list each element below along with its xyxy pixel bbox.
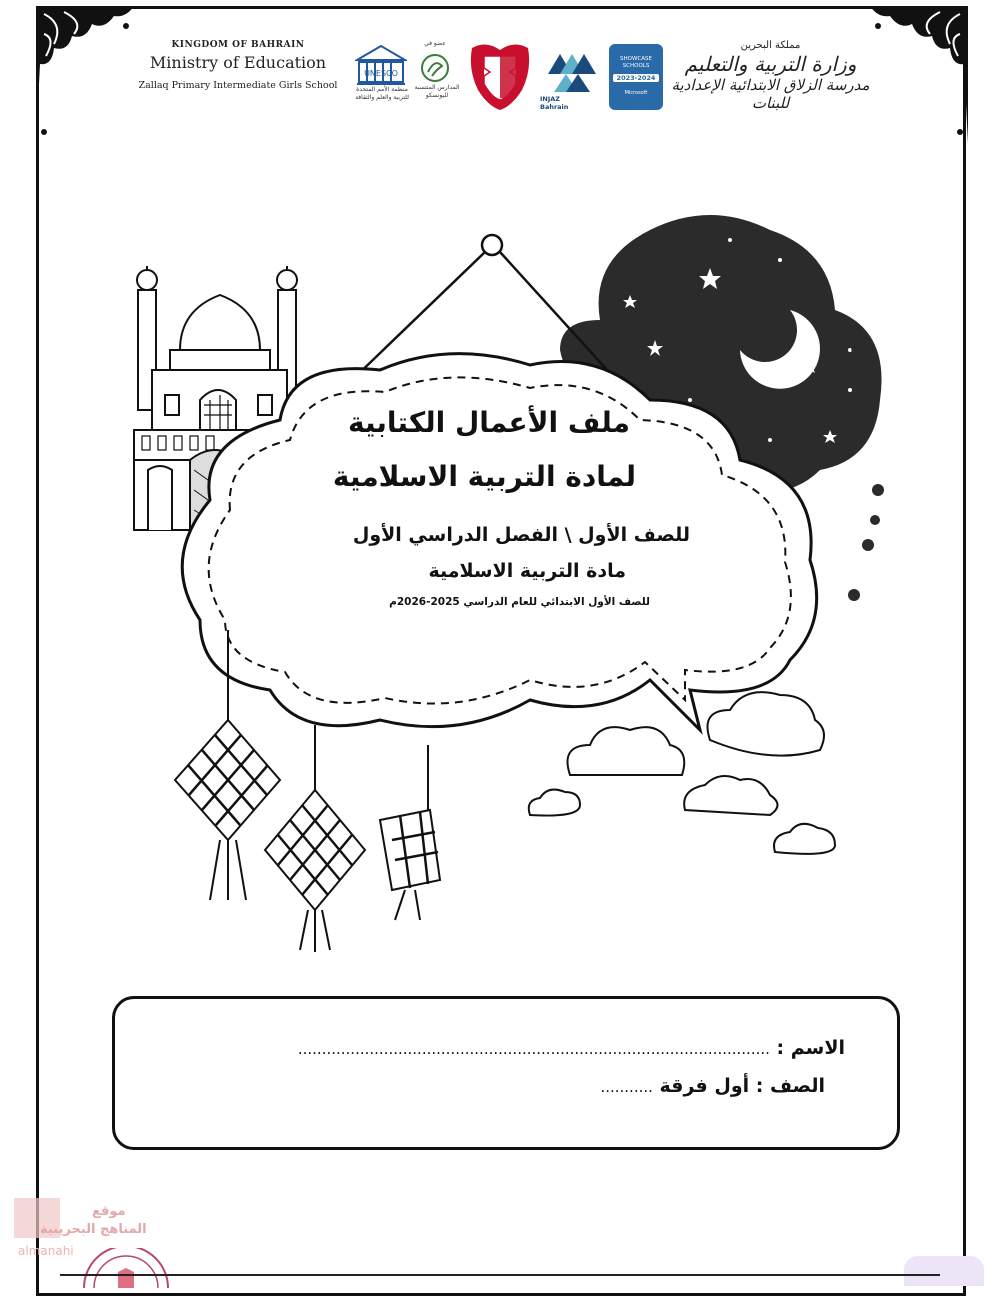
school-name-ar: مدرسة الزلاق الابتدائية الإعدادية للبنات [671,76,870,112]
small-clouds [529,692,835,854]
header-arabic [668,40,873,112]
academic-year: للصف الأول الابتدائي للعام الدراسي 2025-2026م [389,596,650,608]
student-info-box [112,996,900,1150]
floating-tab[interactable] [904,1256,984,1286]
ministry-label-ar: وزارة التربية والتعليم [684,52,857,76]
school-stamp [80,1248,172,1288]
grade-semester: للصف الأول \ الفصل الدراسي الأول [352,524,690,546]
class-label: الصف : أول فرقة [659,1075,825,1097]
showcase-years: 2023-2024 [613,74,659,82]
student-class-line[interactable] [600,1075,825,1097]
name-label: الاسم : [776,1037,845,1059]
header-english [128,40,348,91]
bottom-divider [60,1274,940,1276]
portfolio-title: ملف الأعمال الكتابية [347,406,630,439]
student-name-line[interactable] [298,1037,845,1059]
corner-ornament-right [860,4,970,154]
showcase-schools-logo [609,44,663,110]
bahrain-emblem-logo [466,40,534,112]
injaz-caption: INJAZ Bahrain [540,95,569,111]
class-field-dots: ........... [600,1078,653,1096]
showcase-title: SHOWCASE SCHOOLS [620,56,652,69]
unesco-caption: منظمة الأمم المتحدة للتربية والعلم والثقافة [355,86,409,101]
showcase-brand: Microsoft [624,90,648,96]
aspnet-member-label: عضو في [424,40,446,47]
kingdom-label-en: KINGDOM OF BAHRAIN [171,40,305,50]
subject-title: لمادة التربية الاسلامية [332,460,636,493]
svg-text:UNESCO: UNESCO [364,69,398,78]
watermark-line3: almanahi [18,1244,74,1258]
aspnet-caption: المدارس المنتسبة لليونسكو [414,84,460,99]
school-name-en: Zallaq Primary Intermediate Girls School [138,80,338,91]
subject-name: مادة التربية الاسلامية [428,560,626,582]
kingdom-label-ar: مملكة البحرين [740,40,801,51]
watermark-line2: المناهج البحرينية [40,1222,147,1237]
watermark-line1: موقع [92,1204,126,1219]
ministry-label-en: Ministry of Education [149,53,327,72]
name-field-dots: ................................................................................................... [297,1040,770,1058]
